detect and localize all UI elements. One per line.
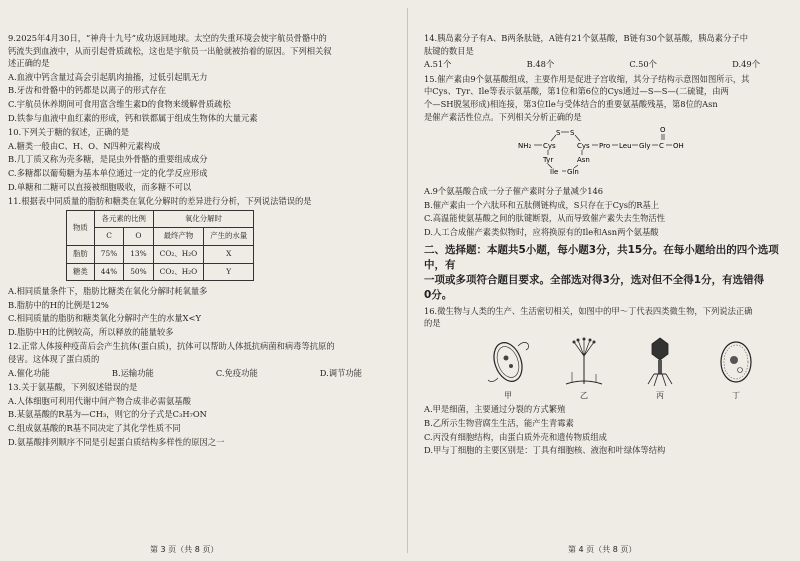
carbon-label: C bbox=[659, 142, 664, 151]
question-10: 10.下列关于糖的叙述，正确的是 A.糖类一般由C、H、O、N四种元素构成 B.几丁质又称为壳多糖，是昆虫外骨骼的重要组成成分 C.多糖都以葡萄糖为基本单位通过一定的化学反应形成 D.单糖和二糖可以直接被细胞吸收，而多糖不可以 bbox=[8, 127, 208, 192]
bacteriophage-icon bbox=[636, 336, 684, 388]
cys6-label: Cys bbox=[577, 142, 590, 151]
question-11: 11.根据表中同质量的脂肪和糖类在氧化分解时的差异进行分析，下列说法错误的是 物质 各元素的比例 氧化分解时 C O 最终产物 产生的水量 脂肪 75% 13% CO₂、H₂O X 糖类 44% 50% CO₂、H₂O Y A.相同质量条件下，脂肪比糖类在氧化分解时耗氧量多 B.脂肪中的H的比例是12% C.相同质量的脂肪和糖类氧化分解时产生的水量X<Y D.脂肪中H的比例较高，所以释放的能量较多 bbox=[8, 196, 312, 337]
s1-label: S bbox=[556, 129, 561, 138]
comparison-table: 物质 各元素的比例 氧化分解时 C O 最终产物 产生的水量 脂肪 75% 13% CO₂、H₂O X 糖类 44% 50% CO₂、H₂O Y bbox=[66, 210, 254, 281]
cys1-label: Cys bbox=[543, 142, 556, 151]
section-heading: 二、选择题：本题共5小题，每小题3分，共15分。在每小题给出的四个选项中，有 一项或多项符合题目要求。全部选对得3分，选对但不全得1分，有选错得 0分。 bbox=[424, 243, 779, 301]
leu-label: Leu bbox=[619, 142, 632, 151]
page-number-left: 第 3 页（共 8 页） bbox=[150, 545, 219, 554]
page-number-right: 第 4 页（共 8 页） bbox=[568, 545, 637, 554]
figure-ding: 丁 bbox=[712, 336, 760, 403]
bacterium-icon bbox=[484, 336, 532, 388]
question-13: 13.关于氨基酸，下列叙述错误的是 A.人体细胞可利用代谢中间产物合成非必需氨基酸 B.某氨基酸的R基为—CH₃，则它的分子式是C₃H₇ON C.组成氨基酸的R基不同决定了其化学性质不同 D.氨基酸排列顺序不同是引起蛋白质结构多样性的原因之一 bbox=[8, 382, 225, 447]
table-row: 糖类 44% 50% CO₂、H₂O Y bbox=[67, 263, 254, 281]
asn-label: Asn bbox=[577, 156, 590, 165]
question-9: 9.2025年4月30日，“神舟十九号”成功返回地球。太空的失重环境会使宇航员骨骼中的 钙流失到血液中，从而引起骨质疏松，这也是宇航员一出舱就被抬着的原因。下列相关叙 述正确的是 A.血液中钙含量过高会引起肌肉抽搐，过低引起肌无力 B.牙齿和骨骼中的钙都是以离子的形式存在 C.宇航员休养期间可食用富含维生素D的食物来缓解骨质疏松 D.铁参与血液中血红素的形成，钙和铁都属于组成生物体的大量元素 bbox=[8, 33, 332, 123]
right-page bbox=[424, 30, 790, 531]
tyr-label: Tyr bbox=[543, 156, 554, 165]
question-15: 15.催产素由9个氨基酸组成，主要作用是促进子宫收缩，其分子结构示意图如图所示，其 中Cys、Tyr、Ile等表示氨基酸，第1位和第6位的Cys通过—S—S—(二硫键，由两 个—SH脱氢形成)相连接，第3位Ile与受体结合的重要氨基酸残基，第8位的Asn 是催产素活性位点。下列相关分析正确的是 NH₂ Cys S S Cys Pro Leu Gly C O OH Tyr Ile Gln Asn A.9个氨基酸合成一分子催产素时分子量减少146 B.催产素由一个六肽环和五肽侧链构成，S只存在于Cys的R基上 C.高温能使氨基酸之间的肽键断裂，从而导致催产素失去生物活性 D.人工合成催产素类似物时，应将换原有的Ile和Asn两个氨基酸 bbox=[424, 73, 790, 239]
question-16: 16.微生物与人类的生产、生活密切相关，如图中的甲～丁代表四类微生物，下列说法正确 的是 甲 乙 丙 丁 A.甲是细菌，主要通过分裂的方式繁殖 B.乙所示生物营腐生生活，能产生青霉素 C.丙没有细胞结构，由蛋白质外壳和遗传物质组成 D.甲与丁细胞的主要区别是：丁具有细胞核、液泡和叶绿体等结构 bbox=[424, 305, 790, 457]
nh2-label: NH₂ bbox=[518, 142, 532, 151]
figure-bing: 丙 bbox=[636, 336, 684, 403]
figure-jia: 甲 bbox=[484, 336, 532, 403]
oxygen-label: O bbox=[660, 126, 666, 135]
question-14: 14.胰岛素分子有A、B两条肽链，A链有21个氨基酸，B链有30个氨基酸，胰岛素分子中 肽键的数目是 A.51个 B.48个 C.50个 D.49个 bbox=[424, 33, 760, 70]
question-12: 12.正常人体接种疫苗后会产生抗体(蛋白质)，抗体可以帮助人体抵抗病菌和病毒等抗原的 侵害。这体现了蛋白质的 A.催化功能 B.运输功能 C.免疫功能 D.调节功能 bbox=[8, 341, 362, 378]
page-divider bbox=[407, 8, 408, 553]
yeast-icon bbox=[712, 336, 760, 388]
microbe-figures bbox=[484, 336, 790, 403]
gln-label: Gln bbox=[567, 168, 579, 177]
table-row: 脂肪 75% 13% CO₂、H₂O X bbox=[67, 245, 254, 263]
oh-label: OH bbox=[673, 142, 684, 151]
oxytocin-structure-diagram bbox=[424, 125, 790, 183]
s2-label: S bbox=[570, 129, 575, 138]
figure-yi: 乙 bbox=[560, 336, 608, 403]
ile-label: Ile bbox=[550, 168, 559, 177]
left-page bbox=[8, 30, 392, 531]
mold-icon bbox=[560, 336, 608, 388]
pro-label: Pro bbox=[599, 142, 611, 151]
gly-label: Gly bbox=[639, 142, 651, 151]
